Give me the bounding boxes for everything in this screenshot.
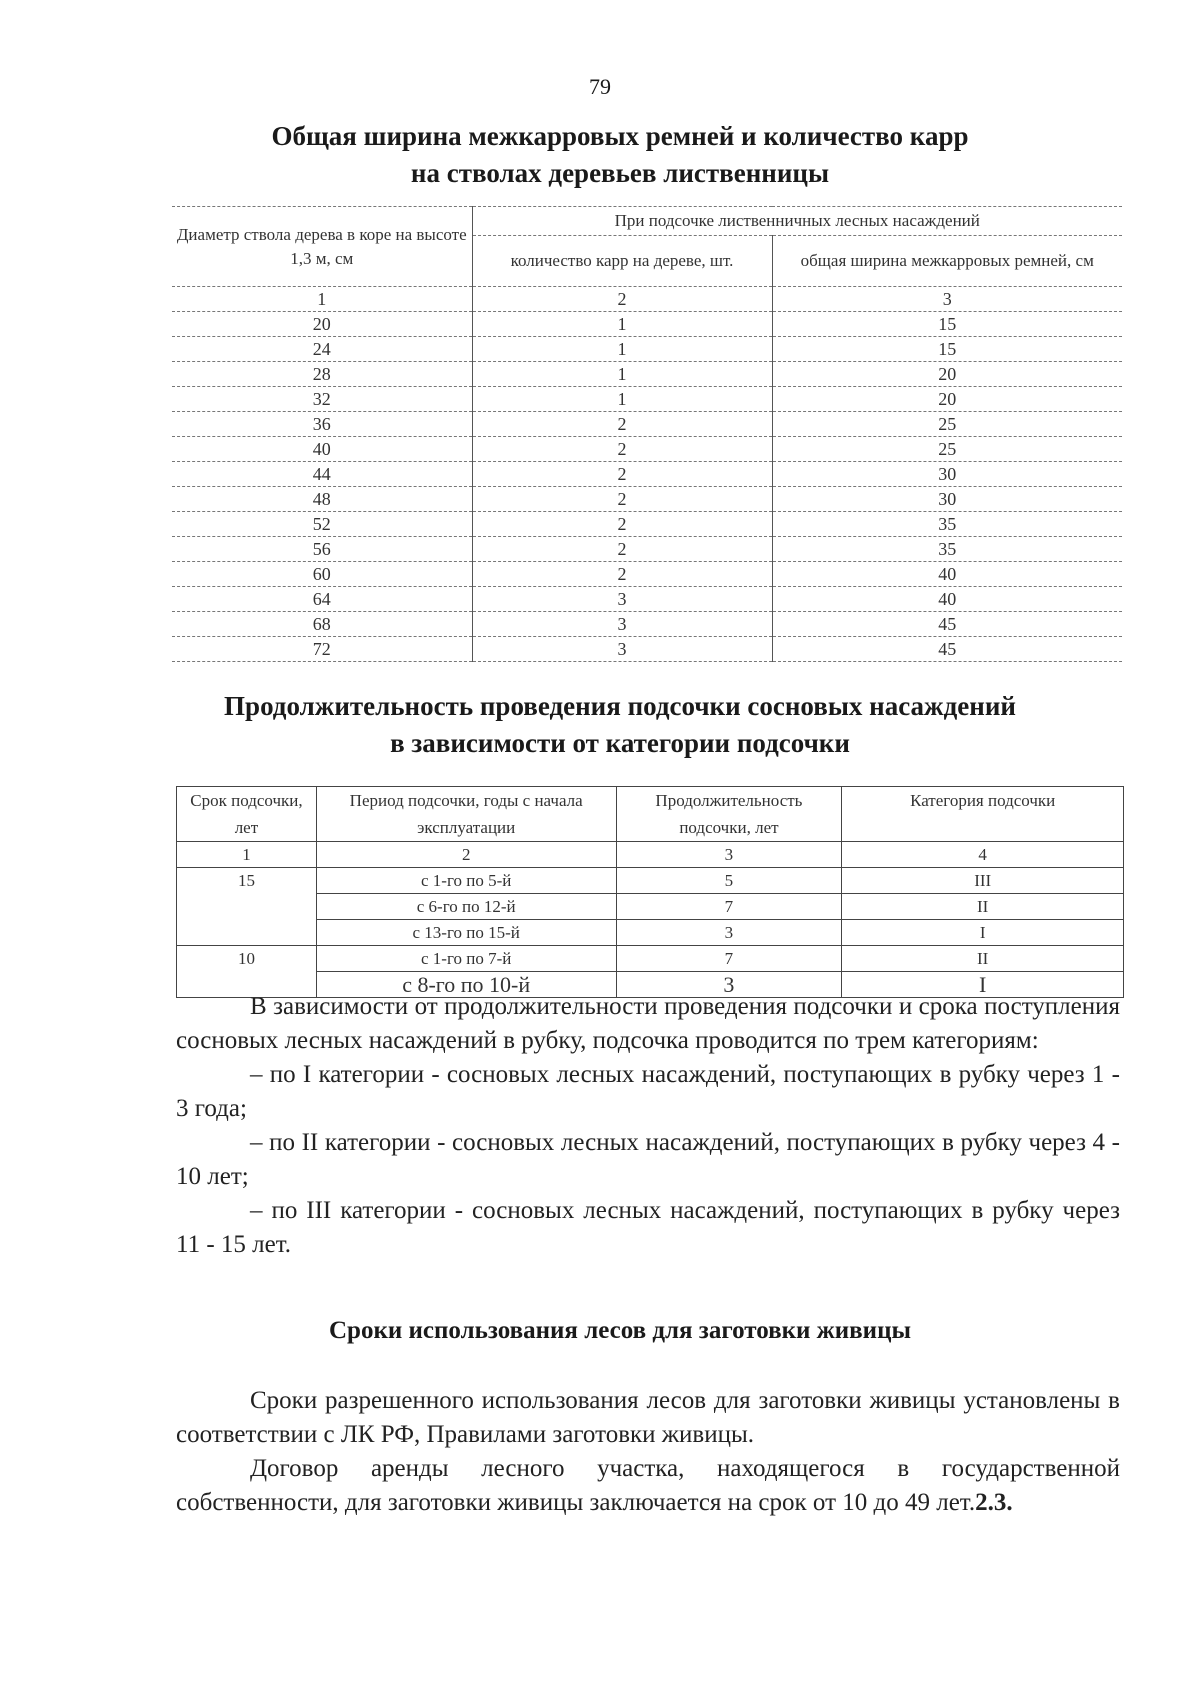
table1-title-line1: Общая ширина межкарровых ремней и количество карр (271, 121, 969, 151)
table-row (177, 894, 1124, 920)
table-cell: 52 (172, 512, 472, 537)
table1-title (20, 118, 1200, 192)
table-cell: I (842, 920, 1124, 946)
table-cell: 60 (172, 562, 472, 587)
paragraph (176, 1452, 1120, 1520)
page-number: 79 (589, 74, 611, 99)
table-row (172, 637, 1122, 662)
table-cell: 1 (472, 387, 772, 412)
col-header-term: Срок подсочки, лет (177, 787, 317, 842)
table1-title-line2: на стволах деревьев лиственницы (410, 158, 830, 188)
table-row (177, 868, 1124, 894)
table-cell: 24 (172, 337, 472, 362)
table-cell: 5 (616, 868, 842, 894)
table-cell: 1 (177, 842, 317, 868)
pine-tapping-table (176, 786, 1124, 998)
table-row (172, 362, 1122, 387)
table-cell: 36 (172, 412, 472, 437)
table-cell: 1 (472, 312, 772, 337)
table-cell: 20 (772, 387, 1122, 412)
paragraph-text: Договор аренды лесного участка, находящегося в государственной собственности, для заготовки живицы заключается на срок от 10 до 49 лет. (176, 1455, 1120, 1516)
table-cell: 3 (616, 920, 842, 946)
list-item: – по III категории - сосновых лесных насаждений, поступающих в рубку через 11 - 15 лет. (176, 1197, 1120, 1258)
table-cell: 3 (472, 612, 772, 637)
table-row (177, 842, 1124, 868)
table-cell: 2 (472, 512, 772, 537)
term-cell: 10 (177, 946, 317, 998)
table-cell: 3 (472, 637, 772, 662)
table-cell: 56 (172, 537, 472, 562)
table-cell: с 8-го по 10-й (316, 972, 616, 998)
table-cell: 3 (616, 972, 842, 998)
table-row (172, 587, 1122, 612)
table-cell: 30 (772, 462, 1122, 487)
table-cell: 64 (172, 587, 472, 612)
table-cell: III (842, 868, 1124, 894)
table-row (172, 387, 1122, 412)
table-cell: 15 (772, 312, 1122, 337)
col-header-category: Категория подсочки (842, 787, 1124, 842)
table-row (172, 612, 1122, 637)
table-cell: 3 (616, 842, 842, 868)
table-cell: 35 (772, 537, 1122, 562)
section-number: 2.3. (975, 1489, 1013, 1516)
term-cell: 15 (177, 868, 317, 946)
section3-title: Сроки использования лесов для заготовки живицы (329, 1317, 911, 1344)
table-cell: 2 (472, 412, 772, 437)
table-cell: 40 (172, 437, 472, 462)
table-cell: 44 (172, 462, 472, 487)
table-cell: с 6-го по 12-й (316, 894, 616, 920)
table-cell: 48 (172, 487, 472, 512)
table-row (172, 312, 1122, 337)
table-cell: 72 (172, 637, 472, 662)
col-header-width: общая ширина межкарровых ремней, см (772, 236, 1122, 287)
table-cell: 68 (172, 612, 472, 637)
table2-title-line2: в зависимости от категории подсочки (390, 728, 850, 758)
table1-body (172, 287, 1122, 662)
table-cell: 1 (472, 337, 772, 362)
table-cell: 1 (172, 287, 472, 312)
table-cell: 40 (772, 587, 1122, 612)
table-cell: 2 (472, 562, 772, 587)
table-cell: 2 (472, 437, 772, 462)
table2-title-line1: Продолжительность проведения подсочки сосновых насаждений (224, 691, 1016, 721)
table-row (172, 537, 1122, 562)
table-cell: 2 (316, 842, 616, 868)
col-header-duration: Продолжительность подсочки, лет (616, 787, 842, 842)
categories-text (176, 990, 1120, 1262)
table-cell: 30 (772, 487, 1122, 512)
table-cell: 2 (472, 462, 772, 487)
table-cell: 32 (172, 387, 472, 412)
table-row (172, 462, 1122, 487)
table-row (172, 412, 1122, 437)
table-cell: с 13-го по 15-й (316, 920, 616, 946)
table-cell: 40 (772, 562, 1122, 587)
terms-text (176, 1384, 1120, 1520)
list-item: – по II категории - сосновых лесных насаждений, поступающих в рубку через 4 - 10 лет; (176, 1129, 1120, 1190)
table-cell: 4 (842, 842, 1124, 868)
table-cell: II (842, 946, 1124, 972)
table-cell: 3 (472, 587, 772, 612)
table-cell: 20 (172, 312, 472, 337)
col-header-diameter: Диаметр ствола дерева в коре на высоте 1,3 м, см (172, 207, 472, 287)
table-cell: 3 (772, 287, 1122, 312)
table-cell: с 1-го по 7-й (316, 946, 616, 972)
table-cell: 20 (772, 362, 1122, 387)
table-cell: II (842, 894, 1124, 920)
group-header: При подсочке лиственничных лесных насаждений (472, 207, 1122, 236)
table-cell: 2 (472, 487, 772, 512)
paragraph: Сроки разрешенного использования лесов для заготовки живицы установлены в соответствии с ЛК РФ, Правилами заготовки живицы. (176, 1387, 1120, 1448)
paragraph: В зависимости от продолжительности проведения подсочки и срока поступления сосновых лесных насаждений в рубку, подсочка проводится по трем категориям: (176, 993, 1120, 1054)
table-cell: с 1-го по 5-й (316, 868, 616, 894)
list-item: – по I категории - сосновых лесных насаждений, поступающих в рубку через 1 - 3 года; (176, 1061, 1120, 1122)
table-cell: 7 (616, 946, 842, 972)
table-cell: 45 (772, 612, 1122, 637)
table-cell: 28 (172, 362, 472, 387)
table-row (172, 512, 1122, 537)
table-row (172, 562, 1122, 587)
table-cell: 2 (472, 287, 772, 312)
table-row (172, 337, 1122, 362)
table-cell: 35 (772, 512, 1122, 537)
table-cell: I (842, 972, 1124, 998)
table-cell: 1 (472, 362, 772, 387)
col-header-count: количество карр на дереве, шт. (472, 236, 772, 287)
col-header-period: Период подсочки, годы с начала эксплуатации (316, 787, 616, 842)
table-row (172, 437, 1122, 462)
table-row (172, 287, 1122, 312)
table-cell: 45 (772, 637, 1122, 662)
table-row (172, 487, 1122, 512)
larch-tapping-table (172, 206, 1122, 662)
table-cell: 15 (772, 337, 1122, 362)
table-row (177, 920, 1124, 946)
table-cell: 25 (772, 437, 1122, 462)
table-cell: 25 (772, 412, 1122, 437)
table2-title (20, 688, 1200, 762)
table-cell: 2 (472, 537, 772, 562)
table-cell: 7 (616, 894, 842, 920)
table-row (177, 946, 1124, 972)
